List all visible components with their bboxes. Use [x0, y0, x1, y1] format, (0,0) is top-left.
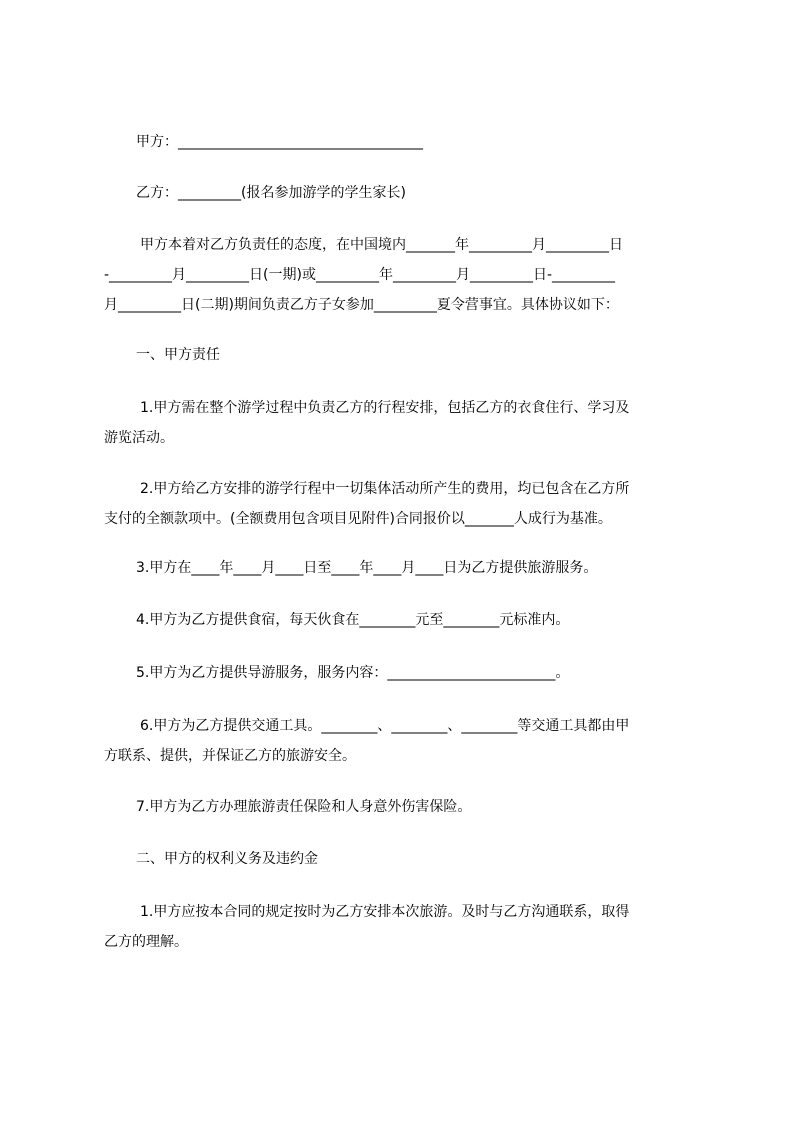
- intro-line-3: 月_________日(二期)期间负责乙方子女参加_________夏令营事宜。具体协议如下：: [104, 297, 619, 313]
- section-2-item-1-line-1: 1.甲方应按本合同的规定按时为乙方安排本次旅游。及时与乙方沟通联系，取得: [140, 904, 630, 920]
- section-1-item-1-line-2: 游览活动。: [104, 430, 174, 446]
- section-1-item-5: 5.甲方为乙方提供导游服务，服务内容：________________________。: [136, 665, 570, 681]
- section-1-item-6-line-2: 方联系、提供，并保证乙方的旅游安全。: [104, 748, 356, 764]
- party-b-line: 乙方：_________(报名参加游学的学生家长): [136, 185, 406, 201]
- section-1-item-1-line-1: 1.甲方需在整个游学过程中负责乙方的行程安排，包括乙方的衣食住行、学习及: [140, 400, 630, 416]
- section-2-item-1-line-2: 乙方的理解。: [104, 934, 188, 950]
- party-a-line: 甲方：___________________________________: [136, 134, 423, 150]
- section-1-item-6-line-1: 6.甲方为乙方提供交通工具。________、________、________等交通工具都由甲: [140, 718, 630, 734]
- section-1-heading: 一、甲方责任: [136, 347, 220, 363]
- section-1-item-7: 7.甲方为乙方办理旅游责任保险和人身意外伤害保险。: [136, 799, 472, 815]
- intro-line-1: 甲方本着对乙方负责任的态度，在中国境内_______年_________月_________日: [140, 237, 623, 253]
- section-1-item-3: 3.甲方在____年____月____日至____年____月____日为乙方提供旅游服务。: [136, 560, 598, 576]
- section-1-item-4: 4.甲方为乙方提供食宿，每天伙食在________元至________元标准内。: [136, 612, 570, 628]
- section-1-item-2-line-1: 2.甲方给乙方安排的游学行程中一切集体活动所产生的费用，均已包含在乙方所: [140, 481, 630, 497]
- intro-line-2: -_________月_________日(一期)或_________年_________月_________日-_________: [104, 267, 616, 283]
- section-1-item-2-line-2: 支付的全额款项中。(全额费用包含项目见附件)合同报价以_______人成行为基准。: [104, 511, 612, 527]
- section-2-heading: 二、甲方的权利义务及违约金: [136, 851, 318, 867]
